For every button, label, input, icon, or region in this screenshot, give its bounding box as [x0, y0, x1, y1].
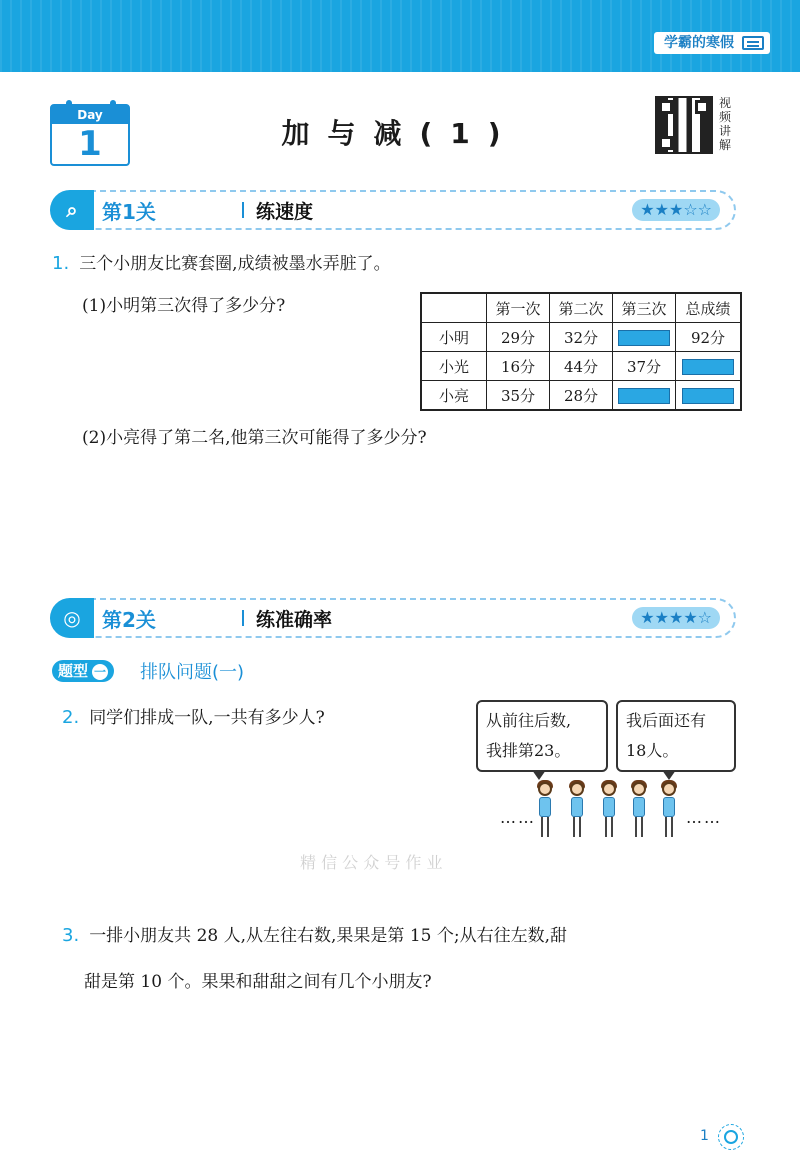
question-1 [52, 250, 391, 278]
question-type-badge [52, 660, 114, 682]
top-banner [0, 0, 800, 72]
qr-char: 解 [718, 138, 731, 152]
table-row [421, 352, 741, 381]
qr-finder [695, 100, 709, 114]
question-type-title: 排队问题(一) [140, 662, 245, 683]
score-table [420, 292, 742, 411]
table-cell: 29分 [487, 323, 550, 352]
video-explain-label [717, 96, 733, 152]
level-2-header [50, 598, 736, 638]
table-cell: 小光 [421, 352, 487, 381]
qr-finder [659, 136, 673, 150]
table-header: 总成绩 [676, 293, 742, 323]
ink-blot [682, 388, 734, 404]
day-label: Day [52, 106, 128, 124]
ink-blot [682, 359, 734, 375]
type-label-text: 题型 [58, 662, 89, 680]
table-cell: 32分 [550, 323, 613, 352]
table-header: 第二次 [550, 293, 613, 323]
table-cell [676, 381, 742, 411]
question-2 [62, 704, 325, 732]
level-1-name: 第1关 [102, 200, 156, 224]
target-icon: ◎ [50, 598, 94, 638]
table-header [421, 293, 487, 323]
calendar-ring-icon [66, 100, 72, 110]
table-cell: 28分 [550, 381, 613, 411]
qr-char: 讲 [718, 124, 731, 138]
question-3-line-2: 甜是第 10 个。果果和甜甜之间有几个小朋友? [84, 972, 432, 992]
table-header-row [421, 293, 741, 323]
qr-finder [659, 100, 673, 114]
question-1-part-1: (1)小明第三次得了多少分? [82, 296, 286, 316]
bubble-line: 我排第23。 [486, 741, 571, 760]
level-2-stars: ★★★★☆ [632, 607, 720, 629]
level-2-desc: 练准确率 [256, 609, 333, 631]
level-2-name: 第2关 [102, 608, 156, 632]
bubble-line: 我后面还有 [626, 711, 707, 730]
level-1-header [50, 190, 736, 230]
table-cell: 92分 [676, 323, 742, 352]
table-row [421, 381, 741, 411]
watermark: 精 信 公 众 号 作 业 [300, 853, 443, 872]
qr-char: 视 [718, 96, 731, 110]
child-figure [630, 782, 648, 840]
table-cell: 35分 [487, 381, 550, 411]
book-icon [742, 36, 764, 50]
table-cell: 37分 [613, 352, 676, 381]
ellipsis-right: …… [686, 808, 722, 827]
type-number: 一 [94, 665, 107, 679]
question-text: 三个小朋友比赛套圈,成绩被墨水弄脏了。 [79, 254, 391, 274]
child-figure [600, 782, 618, 840]
page-number: 1 [700, 1128, 709, 1144]
brand-label [654, 32, 770, 54]
question-1-part-2: (2)小亮得了第二名,他第三次可能得了多少分? [82, 428, 427, 448]
table-cell [613, 323, 676, 352]
brand-text: 学霸的寒假 [664, 35, 734, 51]
day-number: 1 [78, 124, 102, 164]
calendar-ring-icon [110, 100, 116, 110]
bubble-line: 18人。 [626, 741, 679, 760]
table-header: 第一次 [487, 293, 550, 323]
speech-bubble-1 [476, 700, 608, 772]
table-header: 第三次 [613, 293, 676, 323]
table-cell [676, 352, 742, 381]
table-cell: 小亮 [421, 381, 487, 411]
speech-bubble-2 [616, 700, 736, 772]
child-figure [660, 782, 678, 840]
table-row [421, 323, 741, 352]
bubble-line: 从前往后数, [486, 711, 572, 730]
table-cell: 16分 [487, 352, 550, 381]
question-number: 1. [52, 253, 70, 274]
sun-icon [724, 1130, 738, 1144]
question-number: 3. [62, 925, 80, 946]
table-cell: 小明 [421, 323, 487, 352]
ellipsis-left: …… [500, 808, 536, 827]
child-figure [568, 782, 586, 840]
question-text: 同学们排成一队,一共有多少人? [89, 708, 325, 728]
qr-code-icon[interactable] [655, 96, 713, 154]
ink-blot [618, 330, 670, 346]
level-separator [242, 202, 244, 218]
level-1-stars: ★★★☆☆ [632, 199, 720, 221]
table-cell [613, 381, 676, 411]
qr-char: 频 [718, 110, 731, 124]
table-cell: 44分 [550, 352, 613, 381]
question-number: 2. [62, 707, 80, 728]
child-figure [536, 782, 554, 840]
level-separator [242, 610, 244, 626]
ink-blot [618, 388, 670, 404]
page-title: 加与减(1) [281, 117, 519, 150]
magnifier-icon: ⌕ [50, 190, 94, 230]
question-text-line-1: 一排小朋友共 28 人,从左往右数,果果是第 15 个;从右往左数,甜 [89, 926, 568, 946]
question-3 [62, 922, 752, 950]
level-1-desc: 练速度 [256, 201, 314, 223]
